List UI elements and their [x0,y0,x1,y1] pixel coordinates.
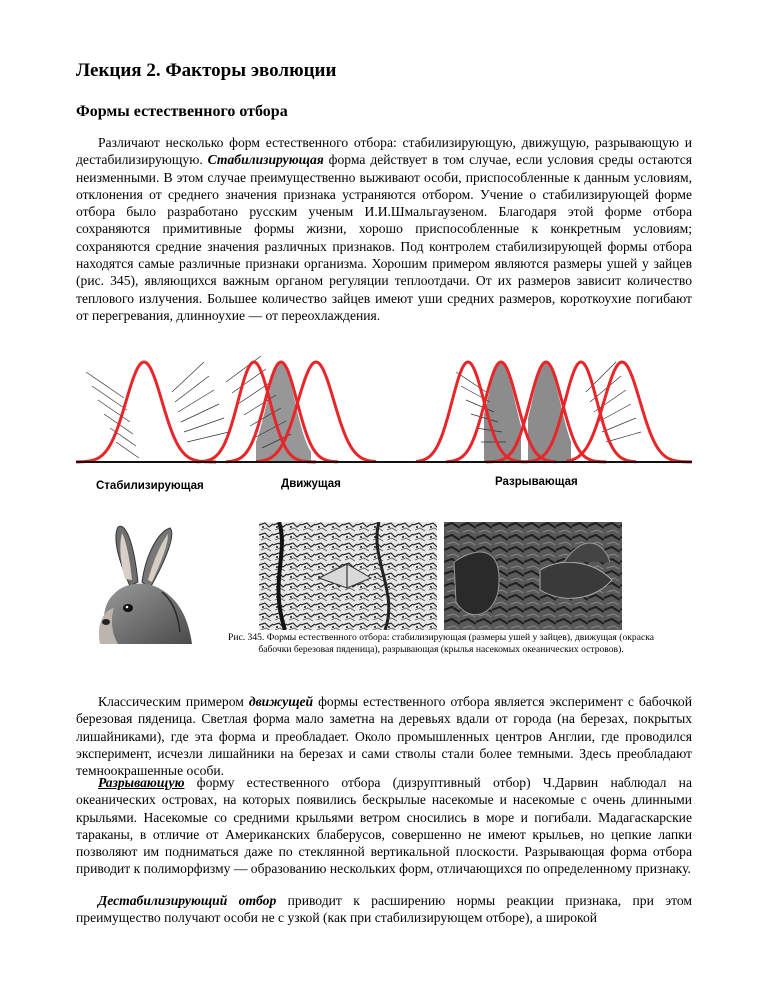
figure-caption: Рис. 345. Формы естественного отбора: стабилизирующая (размеры ушей у зайцев), движущая (окраска бабочки березовая пяденица), разрывающая (крылья насекомых океанических островов). [228,632,654,656]
paragraph-text: приводит к расширению нормы реакции признака, при этом преимущество получают особи не с узкой (как при стабилизирующем отборе), а широкой [76,893,692,926]
section-title: Формы естественного отбора [76,103,288,120]
paragraph-text: формы естественного отбора является эксперимент с бабочкой березовая пяденица. Светлая форма мало заметна на деревьях вдали от города (на березах, покрытых лишайниками), где эта форма и преобладает. Около промышленных центров Англии, где проводился эксперимент, исчезли лишайники на березах и сами стволы стали более темными. Здесь преобладают темноокрашенные особи. [76,694,692,779]
paragraph-text: Классическим примером [98,694,249,709]
moth-on-dark-bark [444,522,622,630]
distribution-curve [566,362,692,462]
label-disruptive: Разрывающая [495,476,578,488]
hatch-line [187,432,229,442]
paragraph-text: Различают несколько форм естественного отбора: стабилизирующую, движущую, разрывающую и дестабилизирующую. [76,135,692,168]
hatch-line [606,432,641,442]
hatch-line [116,442,139,458]
term-stabilizing: Стабилизирующая [207,152,324,168]
label-directional: Движущая [281,478,341,490]
term-destabilizing: Дестабилизирующий отбор [98,893,277,908]
hare-illustration [92,524,198,644]
paragraph-stabilizing [76,134,692,324]
term-disruptive: Разрывающую [98,775,185,790]
paragraph-text: форму естественного отбора (дизруптивный отбор) Ч.Дарвин наблюдал на океанических островах, на которых появились бескрылые насекомые и насекомые с очень длинными крыльями. Насекомые со средними крыльями ветром сносились в море и погибали. Мадагаскарские тараканы, в отличие от Американских блаберусов, совершенно не имеют крыльев, но цепкие лапки позволяют им подниматься даже по стеклянной вертикальной плоскости. Разрывающая форма отбора приводит к полиморфизму — образованию нескольких форм, отличающихся по определенному признаку. [76,775,692,877]
hatch-line [92,386,127,410]
hatch-line [175,376,209,402]
distribution-curve [76,362,216,462]
hatch-line [172,362,204,392]
term-directional: движущей [248,694,314,709]
paragraph-destabilizing [76,892,692,927]
hatch-line [184,418,224,432]
paragraph-directional [76,693,692,779]
hatch-line [602,418,636,432]
paragraph-text: форма действует в том случае, если условия среды остаются неизменными. В этом случае преимущественно выживают особи, приспособленные к данным условиям, отклонения от среднего значения признака устраняются отбором. Учение о стабилизирующей форме отбора было разработано русским ученым И.И.Шмальгаузеном. Благодаря этой форме отбора сохраняются примитивные формы жизни, хорошо приспособленные к конкретным условиям; сохраняются средние значения различных признаков. Под контролем стабилизирующей формы отбора находятся самые различные признаки организма. Хорошим примером являются размеры ушей у зайцев (рис. 345), являющихся важным органом регуляции теплоотдачи. От их размеров зависит количество теплового излучения. Большее количество зайцев имеют уши средних размеров, короткоухие погибают от перегревания, длинноухие — от переохлаждения. [76,152,692,323]
paragraph-disruptive [76,774,692,878]
label-stabilizing: Стабилизирующая [96,480,204,492]
lecture-title: Лекция 2. Факторы эволюции [76,60,337,81]
hatch-line [86,372,124,398]
moth-on-lichen-bark [259,522,437,630]
